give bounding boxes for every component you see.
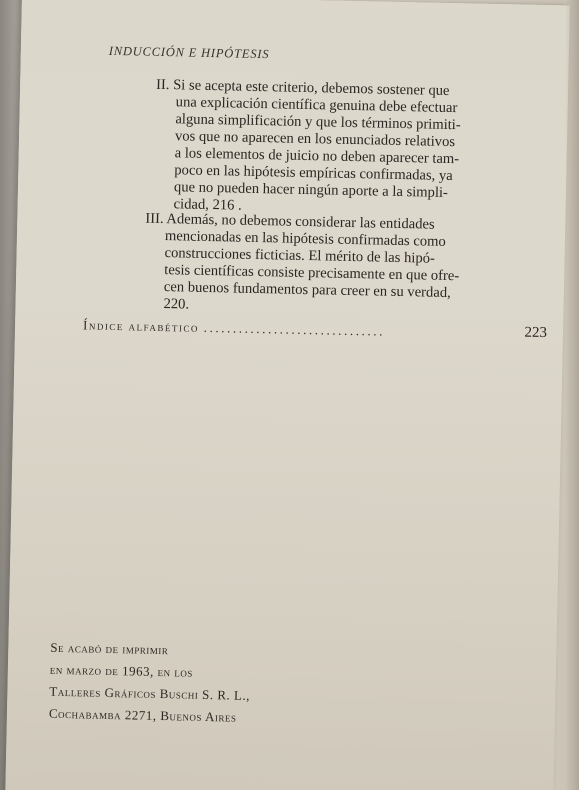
- item-numeral: III.: [145, 210, 164, 228]
- item-numeral: II.: [155, 76, 170, 94]
- leader-dots: ...............................: [203, 319, 386, 339]
- item-line: vos que no aparecen en los enunciados relativos: [174, 128, 456, 151]
- item-line: poco en las hipótesis empíricas confirmadas, ya: [174, 162, 453, 185]
- item-line: Si se acepta este criterio, debemos sostener que: [172, 77, 450, 99]
- item-line: 220.: [163, 296, 190, 313]
- page-edge-shadow: [565, 0, 579, 790]
- index-entry-label: Índice alfabético: [82, 317, 200, 335]
- item-line: Además, no debemos considerar las entidades: [166, 211, 435, 233]
- item-line: a los elementos de juicio no deben aparecer tam-: [174, 145, 460, 168]
- item-line: alguna simplificación y que los términos primiti-: [175, 111, 461, 134]
- colophon-line: Se acabó de imprimir: [50, 639, 169, 658]
- book-page: [5, 0, 570, 790]
- item-line: que no pueden hacer ningún aporte a la simpli-: [173, 179, 449, 201]
- item-line: construcciones ficticias. El mérito de las hipó-: [164, 245, 436, 267]
- page-content: [5, 0, 570, 790]
- item-line: mencionadas en las hipótesis confirmadas como: [164, 228, 446, 250]
- running-head: INDUCCIÓN E HIPÓTESIS: [108, 43, 270, 62]
- item-line: tesis científicas consiste precisamente en que ofre-: [164, 262, 460, 285]
- index-entry-page: 223: [524, 324, 548, 342]
- item-line: una explicación científica genuina debe efectuar: [175, 94, 458, 117]
- index-entry[interactable]: [83, 317, 547, 343]
- item-line: cidad, 216 .: [173, 196, 242, 214]
- colophon-line: en marzo de 1963, en los: [49, 661, 193, 680]
- colophon-line: Cochabamba 2271, Buenos Aires: [48, 705, 237, 725]
- colophon: [49, 637, 251, 729]
- item-line: cen buenos fundamentos para creer en su verdad,: [163, 279, 451, 302]
- list-item-iii: [143, 211, 503, 320]
- colophon-line: Talleres Gráficos Buschi S. R. L.,: [49, 683, 251, 703]
- list-item-ii: [153, 77, 508, 220]
